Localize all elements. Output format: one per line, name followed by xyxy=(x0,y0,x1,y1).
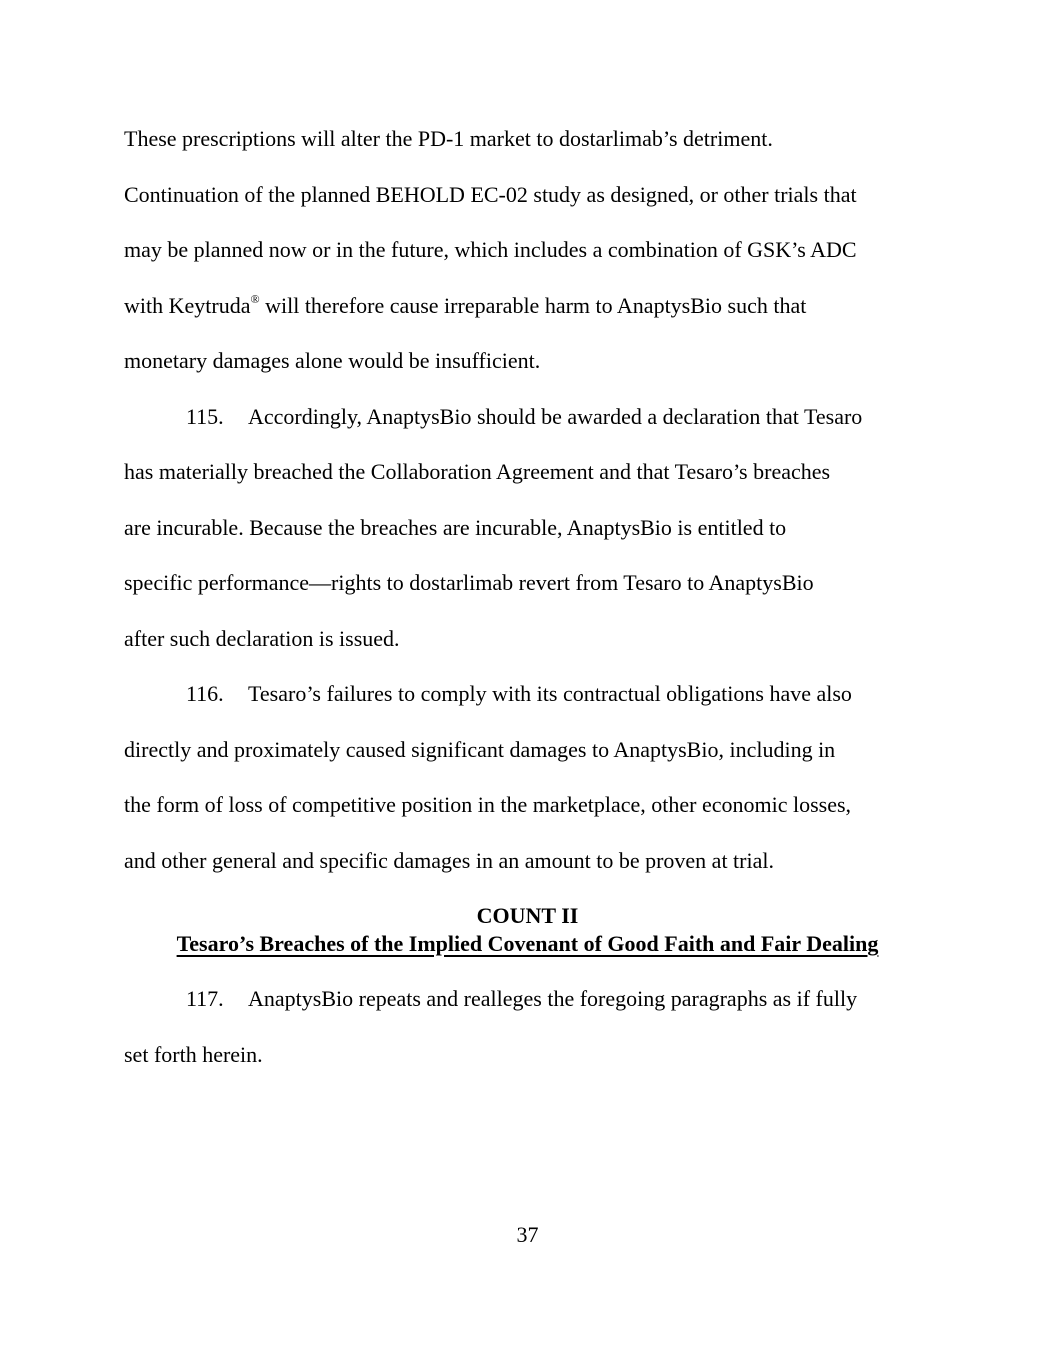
text-run: Tesaro’s failures to comply with its contractual obligations have also xyxy=(248,681,852,706)
paragraph-number: 115. xyxy=(186,404,224,429)
count-heading-subtitle xyxy=(0,930,1055,958)
paragraph-number: 117. xyxy=(186,986,224,1011)
body-text-line: These prescriptions will alter the PD-1 market to dostarlimab’s detriment. xyxy=(124,126,773,151)
body-text-line: Continuation of the planned BEHOLD EC-02 study as designed, or other trials that xyxy=(124,182,857,207)
body-text-line: directly and proximately caused significant damages to AnaptysBio, including in xyxy=(124,737,836,762)
count-heading-subtitle-text: Tesaro’s Breaches of the Implied Covenant of Good Faith and Fair Dealing xyxy=(176,931,879,956)
body-text-line: after such declaration is issued. xyxy=(124,626,400,651)
body-text-line: monetary damages alone would be insufficient. xyxy=(124,348,541,373)
text-run: AnaptysBio repeats and realleges the foregoing paragraphs as if fully xyxy=(248,986,858,1011)
count-heading-title: COUNT II xyxy=(476,903,579,928)
paragraph-number: 116. xyxy=(186,681,224,706)
body-text-line xyxy=(124,292,806,320)
page-number: 37 xyxy=(516,1222,539,1247)
body-text-line: may be planned now or in the future, which includes a combination of GSK’s ADC xyxy=(124,237,857,262)
text-run: with Keytruda xyxy=(124,293,251,318)
body-text-line: are incurable. Because the breaches are incurable, AnaptysBio is entitled to xyxy=(124,515,787,540)
registered-trademark-mark: ® xyxy=(250,291,260,306)
body-text-line: the form of loss of competitive position in the marketplace, other economic losses, xyxy=(124,792,852,817)
text-run: Accordingly, AnaptysBio should be awarded a declaration that Tesaro xyxy=(248,404,863,429)
body-text-line: and other general and specific damages in an amount to be proven at trial. xyxy=(124,848,774,873)
body-text-line: has materially breached the Collaboration Agreement and that Tesaro’s breaches xyxy=(124,459,831,484)
paragraph-first-line xyxy=(186,680,852,708)
paragraph-first-line xyxy=(186,403,862,431)
text-run: will therefore cause irreparable harm to AnaptysBio such that xyxy=(259,293,807,318)
body-text-line: set forth herein. xyxy=(124,1042,263,1067)
body-text-line: specific performance—rights to dostarlimab revert from Tesaro to AnaptysBio xyxy=(124,570,814,595)
paragraph-first-line xyxy=(186,985,857,1013)
